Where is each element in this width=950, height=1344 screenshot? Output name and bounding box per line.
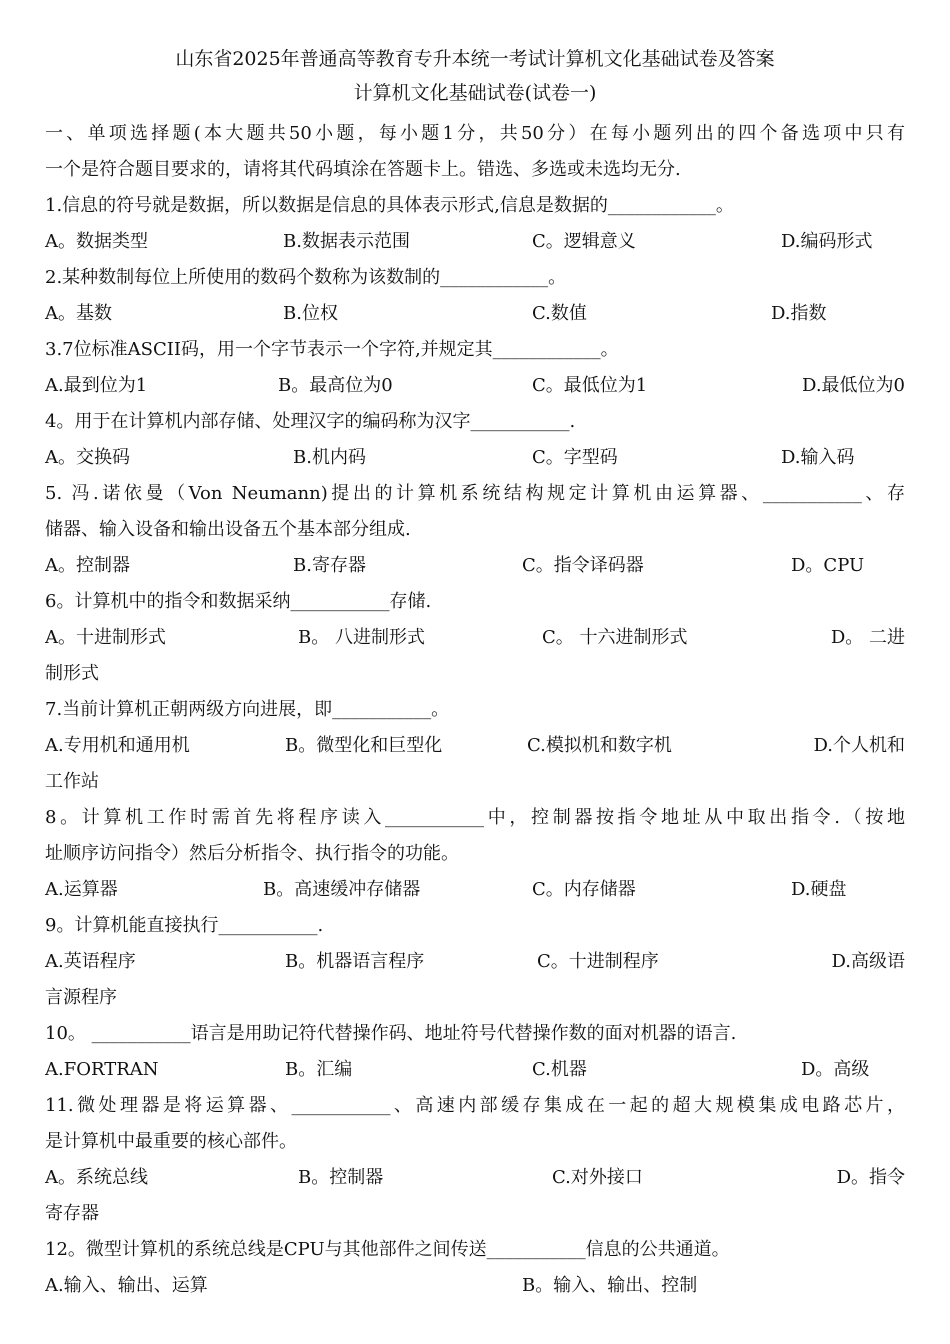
question-9-stem: 9。计算机能直接执行___________. <box>45 915 324 936</box>
question-8-options <box>45 872 905 908</box>
question-5-stem-cont: 储器、输入设备和输出设备五个基本部分组成. <box>45 519 411 540</box>
option-b: B。控制器 <box>298 1167 384 1188</box>
option-a: A。数据类型 <box>45 231 148 252</box>
option-c: C。指令译码器 <box>522 555 644 576</box>
option-a: A.运算器 <box>45 879 118 900</box>
option-d: D.个人机和 <box>813 735 905 756</box>
option-b: B.寄存器 <box>293 555 366 576</box>
document-title: 山东省2025年普通高等教育专升本统一考试计算机文化基础试卷及答案 <box>175 48 775 70</box>
option-c: C.模拟机和数字机 <box>527 735 672 756</box>
question-10-options <box>45 1052 905 1088</box>
question-6-options <box>45 620 905 656</box>
question-4-stem: 4。用于在计算机内部存储、处理汉字的编码称为汉字___________. <box>45 411 576 432</box>
option-a: A.输入、输出、运算 <box>45 1275 208 1296</box>
option-c: C.机器 <box>532 1059 587 1080</box>
option-b: B。机器语言程序 <box>285 951 425 972</box>
question-6-option-wrap: 制形式 <box>45 663 99 684</box>
option-c: C。 十六进制形式 <box>542 627 688 648</box>
option-b: B。高速缓冲存储器 <box>263 879 421 900</box>
question-9-options <box>45 944 905 980</box>
option-c: C。逻辑意义 <box>532 231 636 252</box>
option-b: B.位权 <box>283 303 338 324</box>
option-b: B。汇编 <box>285 1059 353 1080</box>
question-12-options <box>45 1268 905 1304</box>
question-7-option-wrap: 工作站 <box>45 771 99 792</box>
question-2-stem: 2.某种数制每位上所使用的数码个数称为该数制的____________。 <box>45 267 567 288</box>
question-7-stem: 7.当前计算机正朝两级方向进展，即___________。 <box>45 699 450 720</box>
question-10-stem: 10。 ___________语言是用助记符代替操作码、地址符号代替操作数的面对机器的语言. <box>45 1023 737 1044</box>
option-d: D.指数 <box>771 303 827 324</box>
option-c: C。最低位为1 <box>532 375 648 396</box>
question-4-options <box>45 440 905 476</box>
section-heading: 一、单项选择题(本大题共50小题，每小题1分，共50分）在每小题列出的四个备选项中只有 <box>45 123 905 144</box>
question-1-options <box>45 224 905 260</box>
option-d: D。 二进 <box>830 627 905 648</box>
document-subtitle: 计算机文化基础试卷(试卷一) <box>353 82 597 104</box>
option-a: A。十进制形式 <box>45 627 166 648</box>
option-a: A.专用机和通用机 <box>45 735 190 756</box>
option-a: A.FORTRAN <box>45 1059 159 1080</box>
question-11-option-wrap: 寄存器 <box>45 1203 99 1224</box>
option-a: A。系统总线 <box>45 1167 148 1188</box>
option-a: A。控制器 <box>45 555 130 576</box>
question-1-stem: 1.信息的符号就是数据，所以数据是信息的具体表示形式,信息是数据的____________。 <box>45 195 734 216</box>
question-11-stem-cont: 是计算机中最重要的核心部件。 <box>45 1131 297 1152</box>
option-b: B。输入、输出、控制 <box>522 1275 698 1296</box>
question-3-options <box>45 368 905 404</box>
exam-content <box>45 116 905 1304</box>
option-d: D.硬盘 <box>791 879 847 900</box>
option-d: D.高级语 <box>831 951 905 972</box>
option-d: D。指令 <box>836 1167 905 1188</box>
option-a: A。基数 <box>45 303 112 324</box>
option-c: C。字型码 <box>532 447 618 468</box>
option-a: A.英语程序 <box>45 951 136 972</box>
option-c: C。内存储器 <box>532 879 636 900</box>
question-8-stem-cont: 址顺序访问指令）然后分析指令、执行指令的功能。 <box>45 843 459 864</box>
question-2-options <box>45 296 905 332</box>
option-d: D。高级 <box>801 1059 870 1080</box>
question-11-stem: 11.微处理器是将运算器、___________、高速内部缓存集成在一起的超大规模集成电路芯片， <box>45 1095 905 1116</box>
question-7-options <box>45 728 905 764</box>
option-a: A。交换码 <box>45 447 130 468</box>
question-9-option-wrap: 言源程序 <box>45 987 117 1008</box>
option-c: C.数值 <box>532 303 587 324</box>
option-c: C.对外接口 <box>552 1167 643 1188</box>
question-5-options <box>45 548 905 584</box>
question-6-stem: 6。计算机中的指令和数据采纳___________存储. <box>45 591 432 612</box>
option-c: C。十进制程序 <box>537 951 659 972</box>
question-3-stem: 3.7位标准ASCII码，用一个字节表示一个字符,并规定其____________。 <box>45 339 619 360</box>
question-8-stem: 8。计算机工作时需首先将程序读入___________中，控制器按指令地址从中取出指令.（按地 <box>45 807 905 828</box>
question-5-stem: 5. 冯.诺依曼（Von Neumann)提出的计算机系统结构规定计算机由运算器、___________、存 <box>45 483 905 504</box>
option-d: D.最低位为0 <box>802 375 905 396</box>
option-b: B。微型化和巨型化 <box>285 735 443 756</box>
section-heading-cont: 一个是符合题目要求的，请将其代码填涂在答题卡上。错选、多选或未选均无分. <box>45 159 681 180</box>
question-12-stem: 12。微型计算机的系统总线是CPU与其他部件之间传送___________信息的公共通道。 <box>45 1239 730 1260</box>
option-d: D.输入码 <box>781 447 855 468</box>
option-d: D.编码形式 <box>781 231 873 252</box>
question-11-options <box>45 1160 905 1196</box>
option-b: B。 八进制形式 <box>298 627 425 648</box>
option-d: D。CPU <box>791 555 865 576</box>
option-a: A.最到位为1 <box>45 375 148 396</box>
option-b: B.机内码 <box>293 447 366 468</box>
option-b: B。最高位为0 <box>278 375 393 396</box>
option-b: B.数据表示范围 <box>283 231 410 252</box>
